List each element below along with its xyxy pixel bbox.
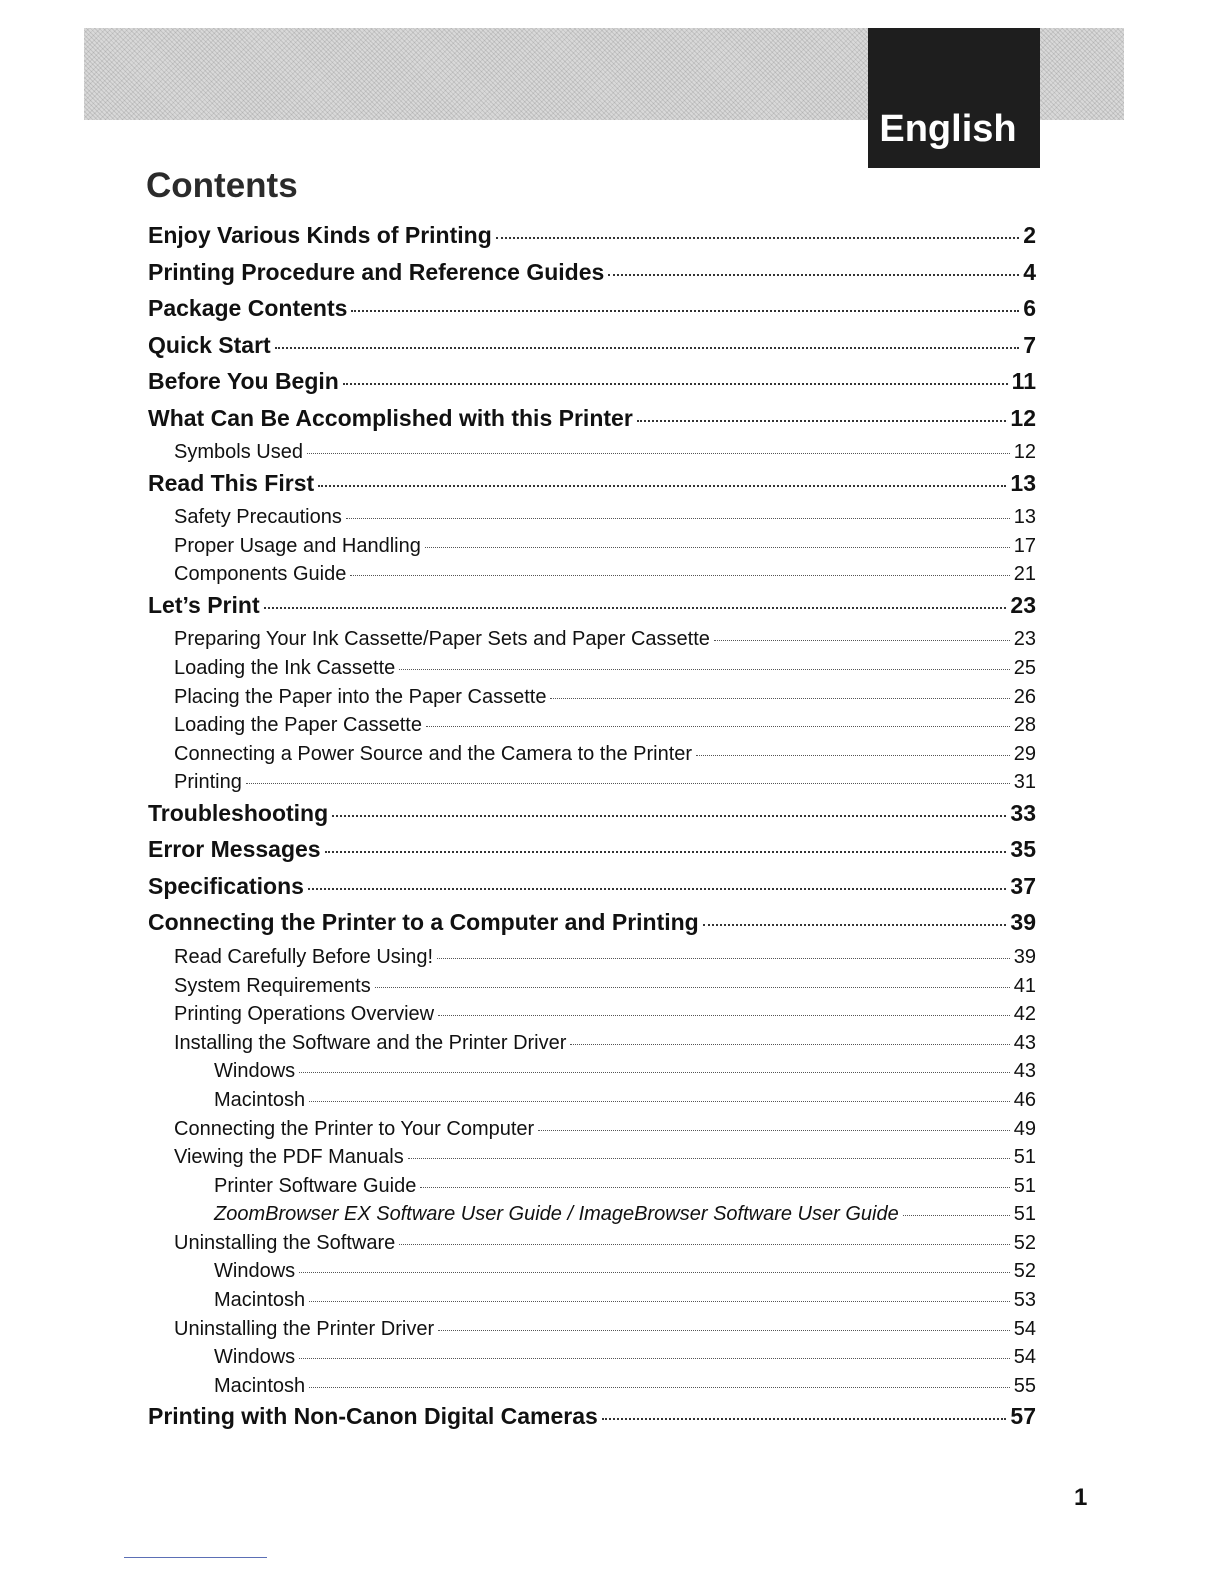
dot-leader [351,310,1019,312]
toc-entry-page: 37 [1010,872,1036,899]
toc-entry-page: 13 [1010,469,1036,496]
toc-entry [146,470,1036,507]
toc-entry-label: Printing Operations Overview [174,1003,435,1026]
toc-entry [146,368,1036,405]
dot-leader [246,783,1010,784]
toc-entry-page: 41 [1013,974,1036,997]
dot-leader [570,1044,1009,1045]
toc-entry-label: ZoomBrowser EX Software User Guide / ImageBrowser Software User Guide [214,1203,899,1226]
toc-entry [146,1089,1036,1118]
toc-entry-page: 13 [1013,506,1036,529]
toc-entry [146,1003,1036,1032]
toc-entry [146,771,1036,800]
toc-entry-page: 11 [1011,368,1036,394]
toc-entry-label: Proper Usage and Handling [174,534,421,557]
dot-leader [714,640,1010,641]
dot-leader [307,453,1010,454]
toc-entry-label: Safety Precautions [174,506,342,529]
dot-leader [437,958,1010,959]
toc-entry-label: Installing the Software and the Printer Driver [174,1031,567,1054]
toc-entry-page: 54 [1013,1317,1036,1340]
toc-entry-label: Loading the Paper Cassette [174,714,422,737]
toc-entry-label: Before You Begin [148,368,339,394]
toc-entry-label: Printing [174,771,242,794]
toc-entry-label: Package Contents [148,295,348,321]
toc-entry-page: 43 [1013,1060,1036,1083]
toc-entry-label: Placing the Paper into the Paper Cassette [174,685,547,708]
toc-entry-page: 4 [1023,258,1036,285]
dot-leader [496,237,1019,239]
toc-entry-label: Quick Start [148,331,271,358]
dot-leader [275,347,1019,349]
dot-leader [438,1015,1010,1016]
toc-entry-page: 12 [1013,441,1036,463]
dot-leader [309,1301,1010,1302]
toc-entry-label: Printing Procedure and Reference Guides [148,258,605,285]
toc-entry [146,563,1036,592]
dot-leader [538,1130,1010,1131]
toc-entry [146,441,1036,470]
dot-leader [602,1418,1007,1420]
footer-rule [124,1557,267,1558]
toc-entry-label: Windows [214,1060,296,1083]
dot-leader [438,1330,1010,1331]
toc-entry [146,405,1036,442]
toc-entry-label: Printing with Non-Canon Digital Cameras [148,1403,598,1430]
toc-entry-label: Symbols Used [174,441,303,463]
toc-entry-label: Connecting a Power Source and the Camera to the Printer [174,742,693,765]
toc-entry [146,1289,1036,1318]
toc-entry [146,222,1036,259]
toc-entry-label: What Can Be Accomplished with this Printer [148,404,633,431]
toc-entry [146,873,1036,910]
toc-entry-page: 52 [1013,1260,1036,1283]
dot-leader [399,669,1009,670]
toc-entry [146,259,1036,296]
toc-entry-page: 6 [1023,295,1036,321]
toc-entry-label: Uninstalling the Software [174,1231,396,1254]
toc-entry-label: Macintosh [214,1374,306,1397]
dot-leader [608,274,1019,276]
dot-leader [903,1215,1010,1216]
dot-leader [264,607,1007,609]
dot-leader [346,518,1010,519]
dot-leader [299,1072,1010,1073]
table-of-contents [146,222,1036,1440]
dot-leader [308,888,1006,890]
toc-entry [146,743,1036,772]
dot-leader [703,924,1007,926]
language-tab-label: English [879,108,1017,150]
toc-entry-label: Troubleshooting [148,799,329,826]
dot-leader [318,485,1006,487]
toc-entry [146,657,1036,686]
toc-entry-label: Windows [214,1346,296,1369]
dot-leader [637,420,1007,422]
toc-entry-page: 2 [1023,222,1036,248]
dot-leader [309,1387,1010,1388]
toc-entry [146,975,1036,1004]
toc-entry-label: Read Carefully Before Using! [174,945,434,968]
dot-leader [399,1244,1010,1245]
dot-leader [343,383,1008,385]
toc-entry [146,686,1036,715]
toc-entry-label: Preparing Your Ink Cassette/Paper Sets and Paper Cassette [174,628,710,651]
dot-leader [309,1101,1010,1102]
toc-entry-label: Windows [214,1260,296,1283]
toc-entry [146,1232,1036,1261]
toc-entry-page: 33 [1010,799,1036,826]
toc-entry-page: 51 [1013,1203,1036,1226]
toc-entry-page: 23 [1010,591,1036,618]
dot-leader [550,698,1009,699]
toc-entry [146,1260,1036,1289]
toc-entry-label: Let’s Print [148,591,260,618]
toc-entry [146,1060,1036,1089]
toc-entry-label: Error Messages [148,836,321,863]
toc-entry-label: Enjoy Various Kinds of Printing [148,222,492,248]
toc-entry [146,836,1036,873]
toc-entry-page: 57 [1010,1403,1036,1430]
toc-entry-page: 52 [1013,1231,1036,1254]
toc-entry-label: Loading the Ink Cassette [174,656,396,679]
toc-entry-page: 51 [1013,1146,1036,1169]
toc-entry [146,1175,1036,1204]
dot-leader [696,755,1010,756]
toc-entry-page: 55 [1013,1374,1036,1397]
dot-leader [332,815,1006,817]
toc-entry [146,592,1036,629]
toc-entry-label: Printer Software Guide [214,1174,417,1197]
toc-entry-page: 12 [1010,404,1036,431]
dot-leader [375,987,1010,988]
dot-leader [420,1187,1009,1188]
toc-entry [146,332,1036,369]
toc-entry [146,946,1036,975]
dot-leader [408,1158,1010,1159]
toc-entry-page: 26 [1013,685,1036,708]
toc-entry-page: 21 [1013,563,1036,586]
toc-entry-page: 43 [1013,1031,1036,1054]
toc-entry [146,1118,1036,1147]
toc-entry-page: 31 [1013,771,1036,794]
toc-entry [146,1203,1036,1232]
toc-entry-label: Components Guide [174,563,347,586]
toc-entry [146,800,1036,837]
toc-entry-page: 53 [1013,1289,1036,1312]
toc-entry [146,1403,1036,1440]
toc-entry-page: 35 [1010,836,1036,863]
dot-leader [299,1358,1010,1359]
toc-entry-page: 25 [1013,656,1036,679]
toc-entry-label: Uninstalling the Printer Driver [174,1317,435,1340]
toc-entry [146,1032,1036,1061]
toc-entry [146,714,1036,743]
toc-entry-page: 29 [1013,742,1036,765]
toc-entry-label: Macintosh [214,1289,306,1312]
dot-leader [325,851,1007,853]
toc-entry-label: Specifications [148,872,304,899]
toc-entry-page: 42 [1013,1003,1036,1026]
page-title: Contents [146,166,298,205]
toc-entry-label: Read This First [148,469,315,496]
toc-entry [146,295,1036,332]
toc-entry [146,535,1036,564]
toc-entry [146,909,1036,946]
toc-entry-label: Macintosh [214,1088,306,1111]
toc-entry-page: 49 [1013,1117,1036,1140]
toc-entry-page: 46 [1013,1088,1036,1111]
toc-entry-page: 28 [1013,714,1036,737]
toc-entry-label: Viewing the PDF Manuals [174,1146,404,1169]
toc-entry-page: 39 [1013,945,1036,968]
toc-entry [146,1346,1036,1375]
dot-leader [426,726,1010,727]
toc-entry [146,1318,1036,1347]
toc-entry [146,506,1036,535]
toc-entry-page: 17 [1013,534,1036,557]
toc-entry [146,1375,1036,1404]
toc-entry-page: 54 [1013,1346,1036,1369]
toc-entry-label: System Requirements [174,974,371,997]
toc-entry-page: 23 [1013,628,1036,651]
toc-entry [146,1146,1036,1175]
dot-leader [425,547,1010,548]
toc-entry [146,628,1036,657]
toc-entry-page: 51 [1013,1174,1036,1197]
page-number: 1 [1074,1484,1088,1511]
toc-entry-page: 7 [1023,331,1036,358]
toc-entry-label: Connecting the Printer to Your Computer [174,1117,535,1140]
dot-leader [299,1272,1010,1273]
toc-entry-label: Connecting the Printer to a Computer and Printing [148,909,699,936]
toc-entry-page: 39 [1010,909,1036,936]
dot-leader [350,575,1009,576]
